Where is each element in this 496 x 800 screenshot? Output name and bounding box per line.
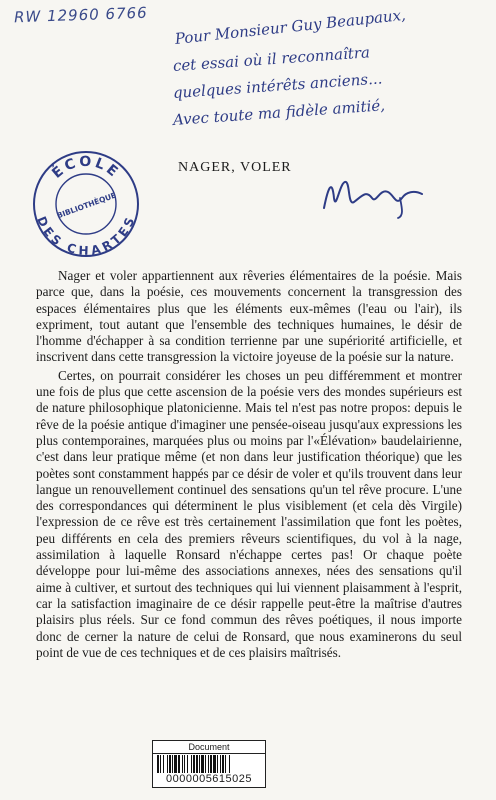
stamp-center-text: BIBLIOTHÈQUE (55, 190, 118, 221)
stamp-bottom-text: DES CHARTES (34, 214, 138, 258)
shelfmark-annotation: RW 12960 6766 (13, 3, 148, 27)
label-header: Document (153, 741, 265, 754)
dedication-line: Avec toute ma fidèle amitié, (172, 96, 386, 129)
body-text (36, 268, 462, 663)
svg-text:DES CHARTES (34, 214, 137, 258)
barcode-number: 0000005615025 (165, 773, 253, 785)
barcode-icon (157, 755, 261, 773)
paragraph: Nager et voler appartiennent aux rêveries élémentaires de la poésie. Mais parce que, dans la poésie, ces mouvements concernent la transgression des espaces élémentaires plus que les éléments eux-mêmes (l'eau ou l'air), ils expriment, tout autant que l'ensemble des techniques humaines, le désir de l'homme d'échapper à sa condition terrienne par une supériorité artificielle, et inscrivent dans cette transgression la victoire joyeuse de la poésie sur la nature. (36, 268, 462, 365)
handwritten-dedication (172, 5, 485, 134)
library-stamp (30, 148, 142, 260)
dedication-line: quelques intérêts anciens... (172, 69, 383, 102)
handwritten-signature (318, 168, 428, 220)
page-title: NAGER, VOLER (178, 160, 292, 175)
paragraph: Certes, on pourrait considérer les choses un peu différemment et montrer une fois de plus que cette ascension de la poésie vers des mondes supérieurs est de nature philosophique platonicienne. Mais tel n'est pas notre propos: depuis le rêve de la poésie antique d'imaginer une pensée-oiseau jusqu'aux expressions les plus contemporaines, marquées plus ou moins par l'«Élévation» baudelairienne, c'est dans leur pratique même (et non dans leur justification théorique) que les poètes sont constamment happés par ce désir de voler et qu'ils trouvent dans leur langue un renouvellement continuel des sensations qu'un tel rêve procure. L'une des correspondances qui déterminent le plus visiblement (et cela dès Virgile) l'expression de ce rêve est très certainement l'assimilation que font les poètes, peu différents en cela des premiers rêveurs scientifiques, du vol à la nage, assimilation à laquelle Ronsard n'échappe certes pas! Or chaque poète développe pour lui-même des associations annexes, nées des sensations qu'il aime à cultiver, et surtout des techniques qui lui viennent plaisamment à l'esprit, car la satisfaction imaginaire de ce désir rappelle peut-être la maîtrise d'autres plaisirs plus réels. Sur ce fond commun des rêves poétiques, il nous importe donc de cerner la nature de celui de Ronsard, que nous examinerons du seul point de vue de ces techniques et de ces plaisirs maîtrisés. (36, 367, 462, 660)
stamp-top-text: ÉCOLE (49, 153, 123, 182)
dedication-line: cet essai où il reconnaîtra (172, 43, 371, 75)
dedication-line: Pour Monsieur Guy Beaupaux, (174, 5, 407, 48)
library-barcode-label (152, 740, 266, 788)
